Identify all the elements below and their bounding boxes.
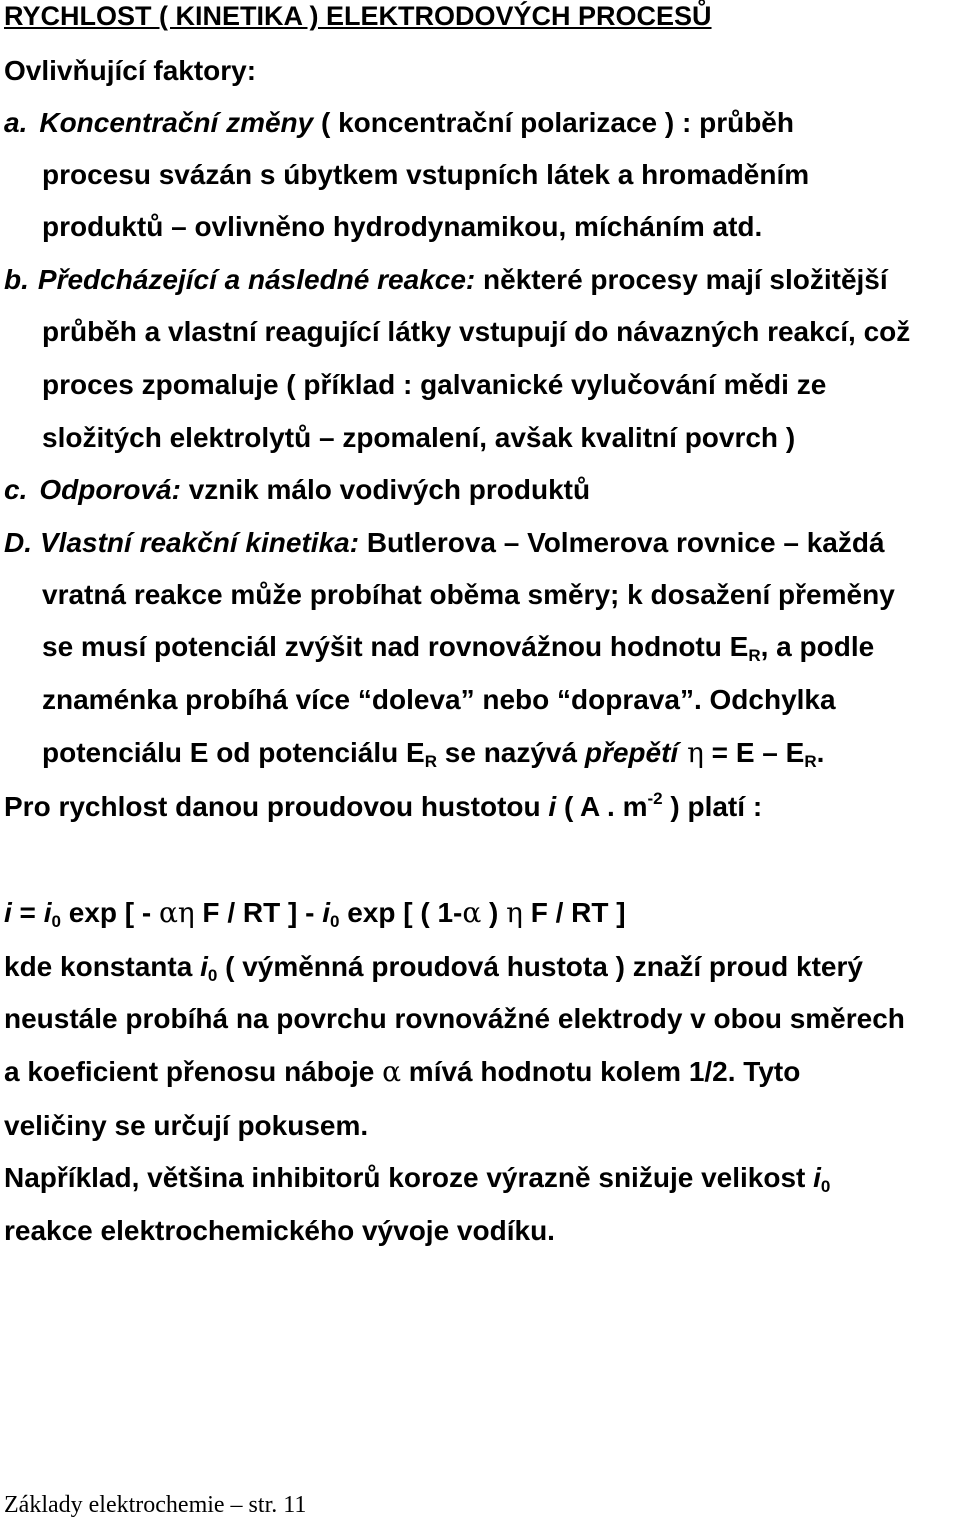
- item-c-label: Odporová:: [39, 474, 181, 505]
- item-d-marker: D.: [4, 527, 32, 558]
- item-d-line-3: se musí potenciál zvýšit nad rovnovážnou hodnotu $E_R$, a podle: [42, 631, 875, 665]
- item-b-label: Předcházející a následné reakce:: [37, 264, 476, 295]
- item-b-line-2: průběh a vlastní reagující látky vstupují do návazných reakcí, což: [42, 316, 911, 347]
- item-d-text: Butlerova – Volmerova rovnice – každá: [359, 527, 885, 558]
- butler-volmer-equation: $i = i_0$ exp [ - αη F / RT ] - $i_0$ exp [ ( 1-α ) η F / RT ]: [4, 896, 626, 931]
- factors-heading: Ovlivňující faktory:: [4, 55, 257, 86]
- example-line-1: Například, většina inhibitorů koroze výrazně snižuje velikost $i_0$: [4, 1162, 831, 1196]
- explanation-line-4: veličiny se určují pokusem.: [4, 1110, 369, 1141]
- page-footer: Základy elektrochemie – str. 11: [4, 1492, 307, 1518]
- example-line-2: reakce elektrochemického vývoje vodíku.: [4, 1215, 555, 1246]
- item-c-text: vznik málo vodivých produktů: [180, 474, 591, 505]
- item-d-label: Vlastní reakční kinetika:: [40, 527, 360, 558]
- item-d-line-2: vratná reakce může probíhat oběma směry; k dosažení přeměny: [42, 579, 895, 610]
- alpha-eta-symbol: αη: [158, 896, 195, 929]
- item-c-marker: c.: [4, 474, 28, 505]
- alpha-symbol: α: [382, 1055, 402, 1088]
- item-d: [4, 529, 885, 557]
- alpha-symbol: α: [462, 896, 482, 929]
- item-a-marker: a.: [4, 107, 28, 138]
- item-a-line-3: produktů – ovlivněno hydrodynamikou, mícháním atd.: [42, 211, 763, 242]
- page-title: RYCHLOST ( KINETIKA ) ELEKTRODOVÝCH PROCESŮ: [4, 1, 712, 31]
- item-c: [4, 476, 590, 504]
- rate-sentence: Pro rychlost danou proudovou hustotou i ( A . $m^{-2}$ ) platí :: [4, 789, 763, 822]
- item-b-line-3: proces zpomaluje ( příklad : galvanické vylučování mědi ze: [42, 369, 827, 400]
- item-d-line-4: znaménka probíhá více “doleva” nebo “doprava”. Odchylka: [42, 684, 836, 715]
- item-a-text: ( koncentrační polarizace ) : průběh: [313, 107, 794, 138]
- explanation-line-3: a koeficient přenosu náboje α mívá hodnotu kolem 1/2. Tyto: [4, 1055, 801, 1088]
- item-b-text: některé procesy mají složitější: [475, 264, 888, 295]
- item-a: [4, 109, 794, 137]
- item-b: [4, 266, 888, 294]
- item-d-line-5: potenciálu E od potenciálu $E_R$ se nazývá přepětí $\eta = E - E_R$.: [42, 736, 825, 771]
- item-a-line-2: procesu svázán s úbytkem vstupních látek a hromaděním: [42, 159, 810, 190]
- explanation-line-1: kde konstanta $i_0$ ( výměnná proudová hustota ) znaží proud který: [4, 951, 863, 985]
- eta-symbol: η: [678, 736, 704, 769]
- explanation-line-2: neustále probíhá na povrchu rovnovážné elektrody v obou směrech: [4, 1003, 905, 1034]
- overpotential-term: přepětí: [584, 737, 679, 768]
- item-b-line-4: složitých elektrolytů – zpomalení, avšak kvalitní povrch ): [42, 422, 796, 453]
- item-b-marker: b.: [4, 264, 29, 295]
- item-a-label: Koncentrační změny: [39, 107, 314, 138]
- eta-symbol: η: [506, 896, 523, 929]
